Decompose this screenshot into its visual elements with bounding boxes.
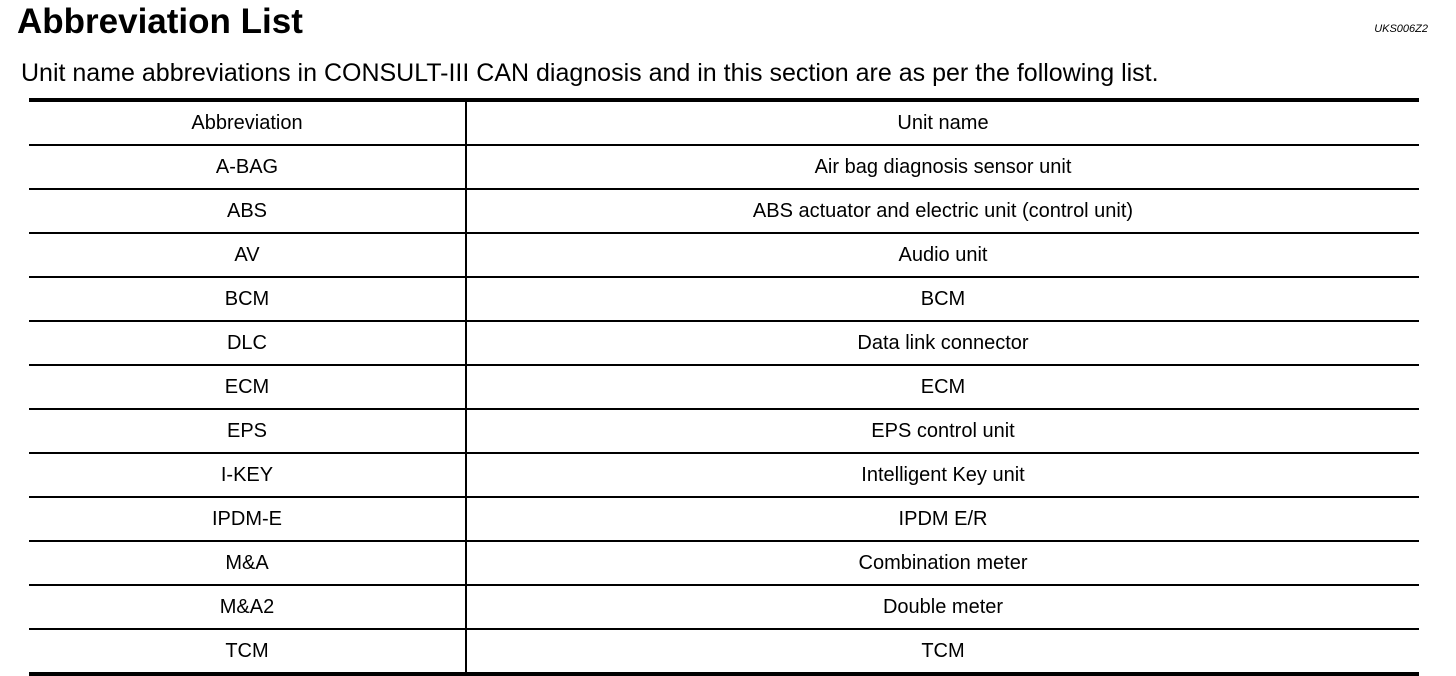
unit-name-cell: Audio unit (466, 233, 1419, 277)
abbreviation-cell: BCM (29, 277, 466, 321)
abbreviation-cell: TCM (29, 629, 466, 674)
table-row (29, 233, 1419, 277)
abbreviation-cell: AV (29, 233, 466, 277)
table-header-row (29, 100, 1419, 145)
abbreviation-table (29, 98, 1419, 676)
unit-name-cell: IPDM E/R (466, 497, 1419, 541)
table-row (29, 277, 1419, 321)
table-row (29, 541, 1419, 585)
table-row (29, 145, 1419, 189)
table-body (29, 145, 1419, 674)
table-row (29, 409, 1419, 453)
unit-name-cell: Combination meter (466, 541, 1419, 585)
table-row (29, 629, 1419, 674)
abbreviation-cell: EPS (29, 409, 466, 453)
unit-name-cell: EPS control unit (466, 409, 1419, 453)
table-row (29, 189, 1419, 233)
unit-name-cell: ABS actuator and electric unit (control unit) (466, 189, 1419, 233)
unit-name-cell: TCM (466, 629, 1419, 674)
column-header-abbreviation: Abbreviation (29, 100, 466, 145)
abbreviation-cell: M&A (29, 541, 466, 585)
intro-text: Unit name abbreviations in CONSULT-III CAN diagnosis and in this section are as per the following list. (21, 59, 1159, 87)
table-row (29, 453, 1419, 497)
unit-name-cell: Double meter (466, 585, 1419, 629)
table-row (29, 321, 1419, 365)
page-title: Abbreviation List (17, 2, 303, 41)
table-header (29, 100, 1419, 145)
column-header-unit-name: Unit name (466, 100, 1419, 145)
abbreviation-cell: A-BAG (29, 145, 466, 189)
abbreviation-cell: M&A2 (29, 585, 466, 629)
table-row (29, 497, 1419, 541)
table-row (29, 365, 1419, 409)
abbreviation-cell: ECM (29, 365, 466, 409)
abbreviation-table-container (29, 98, 1419, 676)
table-row (29, 585, 1419, 629)
unit-name-cell: Data link connector (466, 321, 1419, 365)
document-code: UKS006Z2 (1374, 23, 1428, 35)
unit-name-cell: Air bag diagnosis sensor unit (466, 145, 1419, 189)
abbreviation-cell: IPDM-E (29, 497, 466, 541)
abbreviation-cell: ABS (29, 189, 466, 233)
abbreviation-cell: DLC (29, 321, 466, 365)
unit-name-cell: BCM (466, 277, 1419, 321)
unit-name-cell: ECM (466, 365, 1419, 409)
abbreviation-cell: I-KEY (29, 453, 466, 497)
unit-name-cell: Intelligent Key unit (466, 453, 1419, 497)
